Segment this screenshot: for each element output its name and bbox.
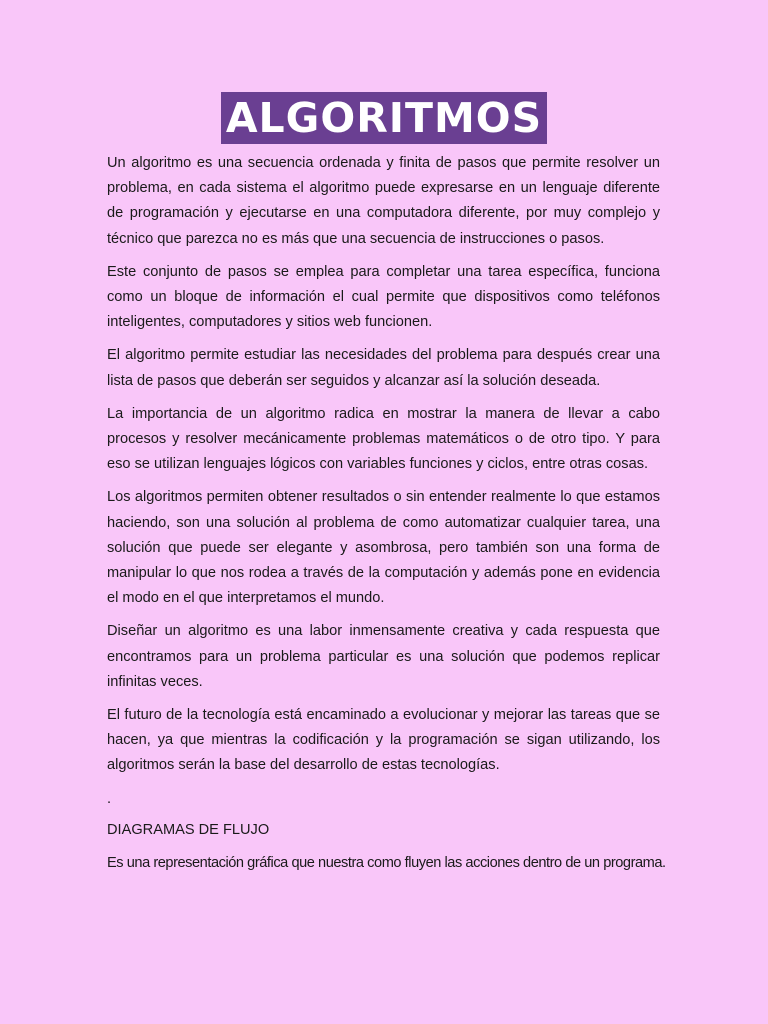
paragraph-3: El algoritmo permite estudiar las necesidades del problema para después crear una lista de pasos que deberán ser seguidos y alcanzar así la solución deseada. bbox=[107, 347, 660, 389]
document-title: ALGORITMOS bbox=[221, 92, 547, 144]
document-body bbox=[107, 151, 666, 876]
paragraph-1: Un algoritmo es una secuencia ordenada y finita de pasos que permite resolver un problema, en cada sistema el algoritmo puede expresarse en un lenguaje diferente de programación y ejecutarse en una computadora diferente, por muy complejo y técnico que parezca no es más que una secuencia de instrucciones o pasos. bbox=[107, 155, 660, 247]
separator-dot: . bbox=[107, 790, 112, 807]
section-text: Es una representación gráfica que nuestra como fluyen las acciones dentro de un programa. bbox=[107, 854, 666, 871]
paragraph-5: Los algoritmos permiten obtener resultados o sin entender realmente lo que estamos haciendo, son una solución al problema de como automatizar cualquier tarea, una solución que puede ser elegante y asombrosa, pero también son una forma de manipular lo que nos rodea a través de la computación y además pone en evidencia el modo en el que interpretamos el mundo. bbox=[107, 489, 660, 607]
section-heading: DIAGRAMAS DE FLUJO bbox=[107, 821, 270, 838]
paragraph-7: El futuro de la tecnología está encaminado a evolucionar y mejorar las tareas que se hacen, ya que mientras la codificación y la programación se sigan utilizando, los algoritmos serán la base del desarrollo de estas tecnologías. bbox=[107, 707, 660, 774]
paragraph-6: Diseñar un algoritmo es una labor inmensamente creativa y cada respuesta que encontramos para un problema particular es una solución que podemos replicar infinitas veces. bbox=[107, 623, 660, 690]
title-wrapper bbox=[0, 92, 768, 144]
paragraph-4: La importancia de un algoritmo radica en mostrar la manera de llevar a cabo procesos y resolver mecánicamente problemas matemáticos o de otro tipo. Y para eso se utilizan lenguajes lógicos con variables funciones y ciclos, entre otras cosas. bbox=[107, 405, 660, 473]
paragraph-2: Este conjunto de pasos se emplea para completar una tarea específica, funciona como un bloque de información el cual permite que dispositivos como teléfonos inteligentes, computadores y sitios web funcionen. bbox=[107, 263, 660, 331]
